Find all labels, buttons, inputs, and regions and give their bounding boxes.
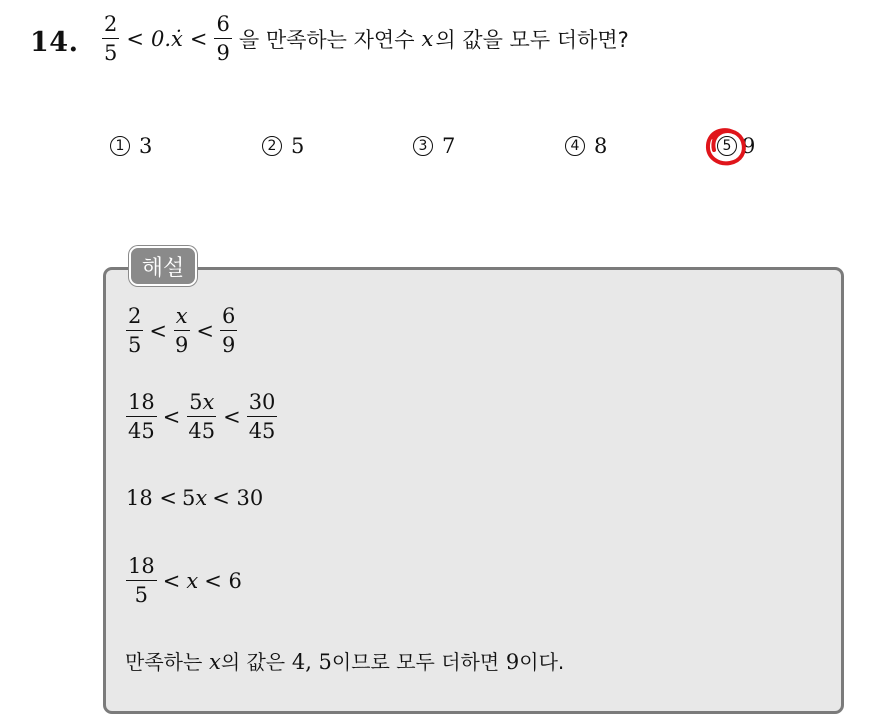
variable-x: x: [208, 650, 221, 674]
variable-x: x: [202, 390, 215, 414]
fraction-numerator: [187, 392, 216, 417]
choice-marker: 1: [110, 136, 130, 156]
fraction-denominator: 9: [216, 41, 230, 65]
choice-4[interactable]: [565, 134, 607, 158]
question-phrase: 을 만족하는 자연수: [238, 28, 415, 52]
coefficient: 5: [189, 390, 203, 414]
choice-value: 9: [742, 134, 756, 158]
fraction-denominator: 45: [128, 419, 155, 443]
solution-step-1: [126, 306, 237, 356]
fraction-numerator: x: [174, 306, 190, 331]
fraction-numerator: 18: [126, 556, 157, 581]
fraction: [220, 306, 237, 356]
fraction: [126, 556, 157, 606]
repeating-decimal: 0.ẋ: [150, 27, 183, 51]
fraction-denominator: 5: [104, 41, 118, 65]
solution-step-2: [126, 392, 277, 442]
variable-x: x: [421, 27, 434, 51]
fraction-numerator: 30: [247, 392, 278, 417]
choice-1[interactable]: [110, 134, 152, 158]
solution-conclusion: [125, 646, 564, 675]
values-list: 4, 5: [291, 650, 332, 674]
fraction-numerator: 2: [126, 306, 143, 331]
answer-choices: [0, 134, 884, 164]
fraction-numerator: 2: [102, 14, 119, 39]
fraction-numerator: 6: [220, 306, 237, 331]
less-than-symbol: <: [126, 27, 144, 51]
solution-label: 해설: [129, 246, 197, 286]
less-than-symbol: <: [196, 319, 214, 343]
choice-2[interactable]: [262, 134, 304, 158]
choice-value: 3: [139, 134, 153, 158]
solution-step-4: [126, 556, 242, 606]
choice-marker: 5: [717, 136, 737, 156]
fraction-denominator: 45: [188, 419, 216, 443]
fraction-right: [214, 14, 231, 64]
choice-value: 8: [594, 134, 608, 158]
fraction-denominator: 5: [128, 333, 142, 357]
fraction: [126, 392, 157, 442]
solution-step-3: [126, 486, 263, 510]
fraction: [186, 392, 217, 442]
choice-value: 7: [442, 134, 456, 158]
less-than-symbol: <: [189, 27, 208, 51]
fraction-denominator: 9: [174, 333, 189, 357]
less-than-symbol: <: [162, 405, 181, 429]
fraction-denominator: 5: [134, 583, 149, 607]
conclusion-text: 이므로 모두 더하면: [331, 650, 500, 674]
choice-3[interactable]: [413, 134, 455, 158]
inequality-right: < 6: [204, 569, 242, 593]
question-phrase-end: 의 값을 모두 더하면?: [435, 28, 629, 52]
fraction: [173, 306, 190, 356]
question-text: [102, 14, 629, 64]
conclusion-text: 만족하는: [125, 650, 203, 674]
choice-value: 5: [291, 134, 305, 158]
conclusion-text: 의 값은: [220, 650, 286, 674]
variable-x: x: [195, 486, 208, 510]
fraction: [126, 306, 143, 356]
less-than-symbol: <: [223, 405, 241, 429]
choice-marker: 2: [262, 136, 282, 156]
variable-x: x: [186, 569, 199, 593]
coefficient: 5: [182, 486, 196, 510]
fraction-denominator: 45: [248, 419, 276, 443]
fraction-denominator: 9: [221, 333, 236, 357]
fraction-left: [102, 14, 119, 64]
choice-5[interactable]: [717, 134, 755, 158]
inequality-left: 18 <: [126, 486, 177, 510]
fraction-numerator: 6: [214, 14, 231, 39]
sum-value: 9: [505, 650, 520, 674]
inequality-right: < 30: [212, 486, 264, 510]
less-than-symbol: <: [162, 569, 181, 593]
conclusion-text: 이다.: [519, 650, 565, 674]
choice-marker: 3: [413, 136, 433, 156]
choice-marker: 4: [565, 136, 585, 156]
fraction: [247, 392, 278, 442]
fraction-numerator: 18: [126, 392, 157, 417]
problem-number: 14.: [30, 27, 79, 58]
less-than-symbol: <: [149, 319, 167, 343]
